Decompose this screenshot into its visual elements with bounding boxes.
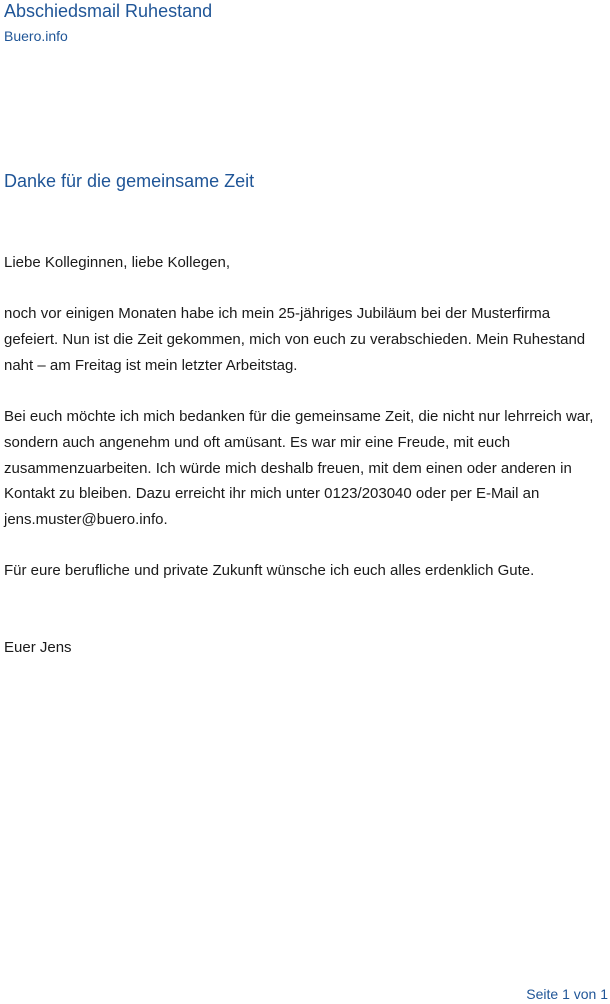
letter-body <box>4 250 608 661</box>
document-title: Abschiedsmail Ruhestand <box>4 1 213 21</box>
letter-paragraph-2: Bei euch möchte ich mich bedanken für die gemeinsame Zeit, die nicht nur lehrreich war, sondern auch angenehm und oft amüsant. Es war mir eine Freude, mit euch zusammenzuarbeiten. Ich würde mich deshalb freuen, mit dem einen oder anderen in Kontakt zu bleiben. Dazu erreicht ihr mich unter 0123/203040 oder per E-Mail an jens.muster@buero.info. <box>4 408 594 528</box>
letter-subject: Danke für die gemeinsame Zeit <box>4 171 255 191</box>
source-label: Buero.info <box>4 28 68 44</box>
letter-signature: Euer Jens <box>4 639 72 657</box>
letter-paragraph-1: noch vor einigen Monaten habe ich mein 25-jähriges Jubiläum bei der Musterfirma gefeiert. Nun ist die Zeit gekommen, mich von euch zu verabschieden. Mein Ruhestand naht – am Freitag ist mein letzter Arbeitstag. <box>4 305 586 374</box>
letter-greeting: Liebe Kolleginnen, liebe Kollegen, <box>4 254 231 271</box>
letter-paragraph-3: Für eure berufliche und private Zukunft wünsche ich euch alles erdenklich Gute. <box>4 562 535 580</box>
page-indicator: Seite 1 von 1 <box>526 986 608 1002</box>
